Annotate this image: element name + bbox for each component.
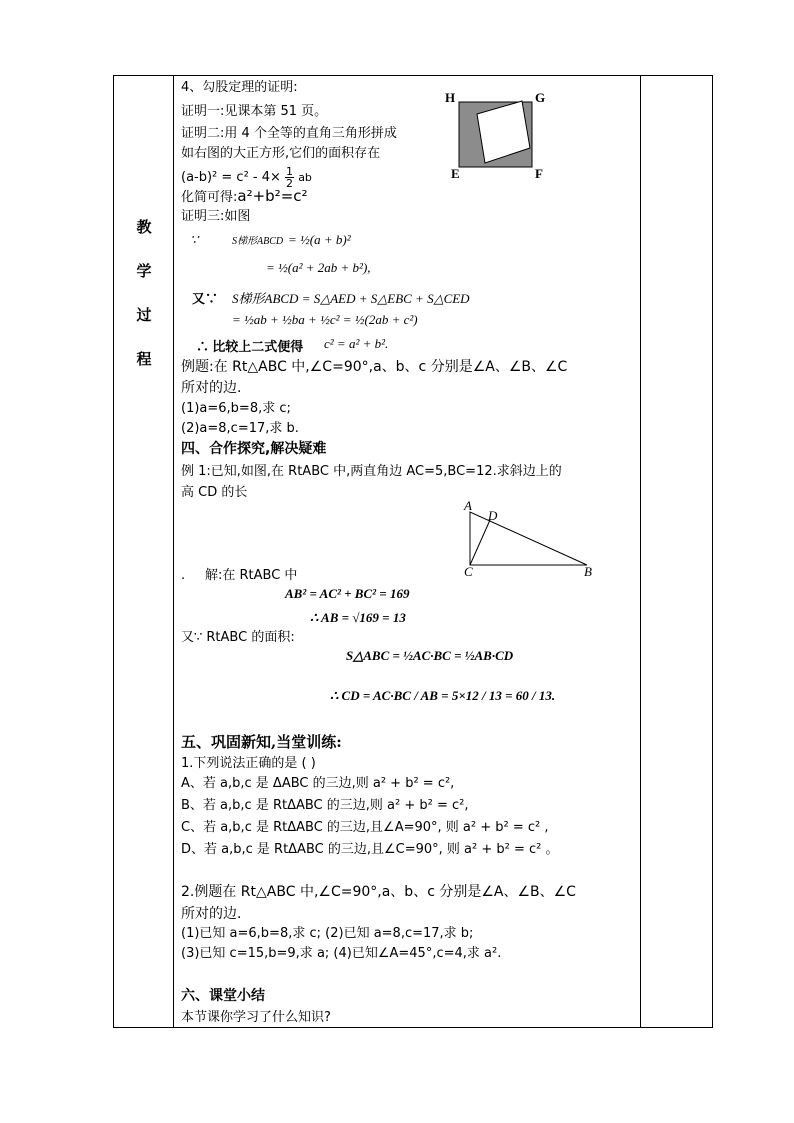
label-B: B <box>584 564 592 579</box>
also-symbol: 又∵ <box>192 291 219 306</box>
label-F: F <box>535 166 543 181</box>
therefore-line: ∴ 比较上二式便得 <box>196 339 304 354</box>
proof3: 证明三:如图 <box>181 209 251 224</box>
label-D: D <box>488 508 498 523</box>
ex1-line2: 高 CD 的长 <box>181 485 248 500</box>
solution-label: 解:在 RtABC 中 <box>205 568 298 583</box>
proof2-equation <box>181 166 312 189</box>
q2-line2: 所对的边. <box>181 906 242 922</box>
solution-dot: . <box>181 568 186 583</box>
ex1-line1: 例 1:已知,如图,在 RtABC 中,两直角边 AC=5,BC=12.求斜边上的 <box>181 464 562 479</box>
label-G: G <box>535 90 546 105</box>
simplify-line <box>181 188 308 206</box>
example-line2: 所对的边. <box>181 380 242 396</box>
label-C: C <box>464 564 473 579</box>
option-a: A、若 a,b,c 是 ΔABC 的三边,则 a² + b² = c², <box>181 776 455 791</box>
cd-equation: ∴ CD = AC·BC / AB = 5×12 / 13 = 60 / 13. <box>330 688 556 703</box>
section4-title: 4、勾股定理的证明: <box>181 80 298 95</box>
q2-line4: (3)已知 c=15,b=9,求 a; (4)已知∠A=45°,c=4,求 a². <box>181 946 502 961</box>
example-q1: (1)a=6,b=8,求 c; <box>181 401 291 416</box>
eq-fraction: $\frac{1}{2}$ <box>286 165 294 190</box>
solution-eq1: AB² = AC² + BC² = 169 <box>285 586 410 601</box>
option-d: D、若 a,b,c 是 RtΔABC 的三边,且∠C=90°, 则 a² + b² = c² 。 <box>181 842 559 857</box>
section-six-heading: 六、课堂小结 <box>181 988 265 1004</box>
column-divider-right <box>640 76 641 1027</box>
example-q2: (2)a=8,c=17,求 b. <box>181 421 299 436</box>
side-char: 学 <box>136 262 152 280</box>
s-trapezoid-1: S梯形ABCD <box>232 236 284 247</box>
option-b: B、若 a,b,c 是 RtΔABC 的三边,则 a² + b² = c², <box>181 798 469 813</box>
example-line1: 例题:在 Rt△ABC 中,∠C=90°,a、b、c 分别是∠A、∠B、∠C <box>181 359 568 375</box>
side-char: 教 <box>136 218 152 236</box>
option-c: C、若 a,b,c 是 RtΔABC 的三边,且∠A=90°, 则 a² + b² = c² , <box>181 820 549 835</box>
section-four-heading: 四、合作探究,解决疑难 <box>181 441 327 457</box>
pythagoras-square-figure <box>440 86 560 186</box>
proof2-line2: 如右图的大正方形,它们的面积存在 <box>181 146 381 161</box>
eq-right: ab <box>298 171 312 184</box>
proof3-line1: = ½(a + b)² <box>288 232 351 247</box>
proof3-line2: = ½(a² + 2ab + b²), <box>266 260 371 275</box>
proof3-line4: = ½ab + ½ba + ½c² = ½(2ab + c²) <box>232 312 418 327</box>
eq-left: (a-b)² = c² - 4× <box>181 170 281 185</box>
proof2-line1: 证明二:用 4 个全等的直角三角形拼成 <box>181 126 397 141</box>
conclusion: c² = a² + b². <box>324 336 389 351</box>
side-char: 过 <box>136 306 152 324</box>
proof1: 证明一:见课本第 51 页。 <box>181 104 328 119</box>
label-E: E <box>451 166 460 181</box>
area-equation: S△ABC = ½AC·BC = ½AB·CD <box>346 648 514 663</box>
section-six-text: 本节课你学习了什么知识? <box>181 1010 331 1025</box>
label-A: A <box>464 498 472 513</box>
simplify-label: 化简可得: <box>181 190 238 205</box>
label-H: H <box>445 90 456 105</box>
proof3-line3: S梯形ABCD = S△AED + S△EBC + S△CED <box>232 291 470 306</box>
q2-line1: 2.例题在 Rt△ABC 中,∠C=90°,a、b、c 分别是∠A、∠B、∠C <box>181 884 576 900</box>
q2-line3: (1)已知 a=6,b=8,求 c; (2)已知 a=8,c=17,求 b; <box>181 926 474 941</box>
area-label: 又∵ RtABC 的面积: <box>181 630 295 645</box>
side-char: 程 <box>136 350 152 368</box>
side-label <box>114 216 174 392</box>
because-symbol: ∵ <box>190 232 199 247</box>
solution-eq2: ∴ AB = √169 = 13 <box>310 610 406 625</box>
section-five-heading: 五、巩固新知,当堂训练: <box>181 733 342 751</box>
simplify-equation: a²+b²=c² <box>237 187 308 205</box>
right-triangle-figure <box>460 500 600 580</box>
q1-title: 1.下列说法正确的是 ( ) <box>181 756 316 771</box>
